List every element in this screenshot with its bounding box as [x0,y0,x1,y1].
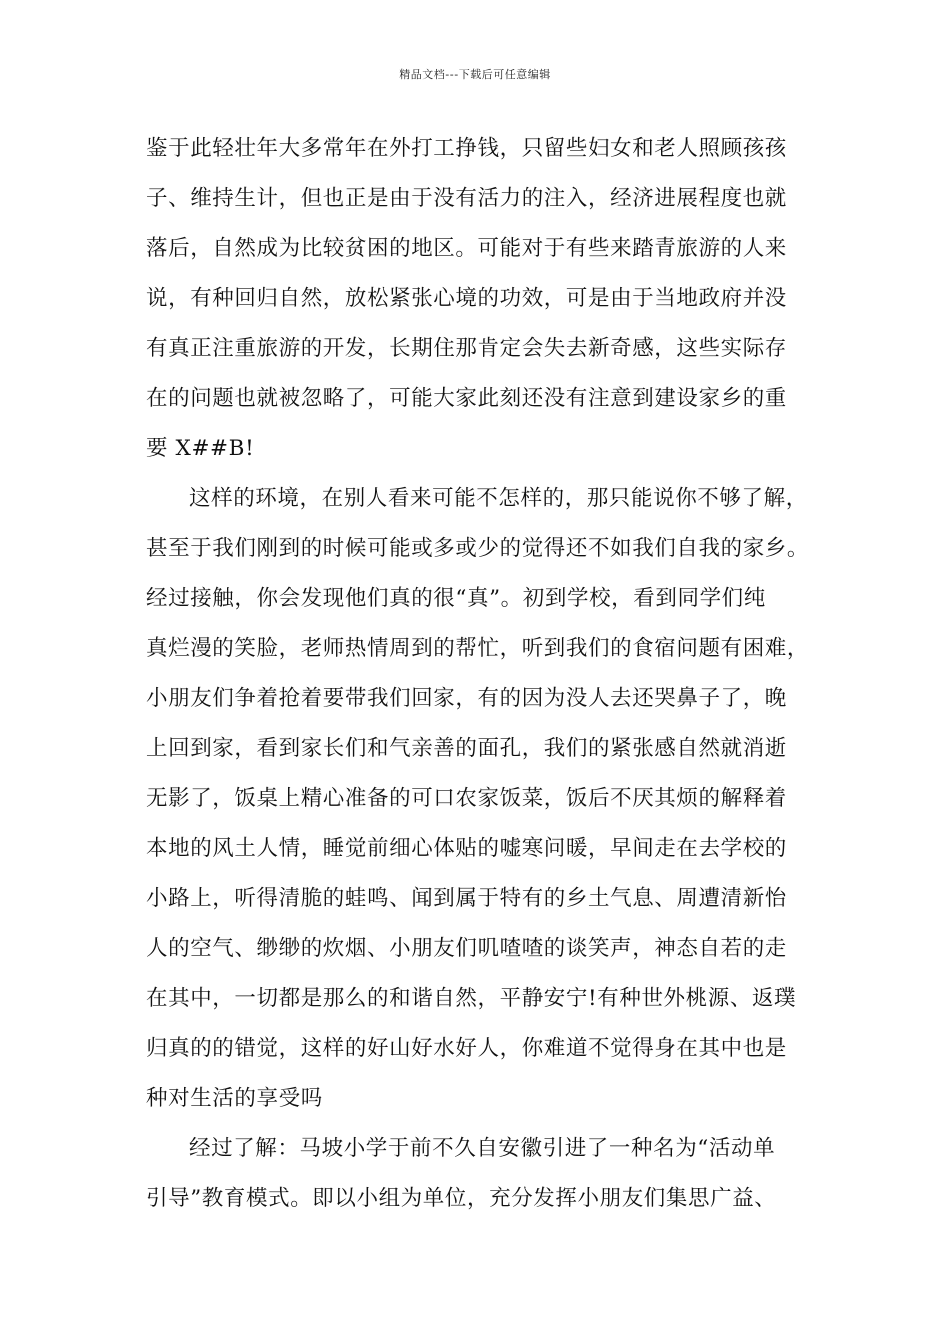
text-line: 经过了解：马坡小学于前不久自安徽引进了一种名为“活动单 [189,1136,776,1161]
text-line: 说，有种回归自然，放松紧张心境的功效，可是由于当地政府并没 [146,286,787,311]
body-text [146,124,818,1224]
text-line: 本地的风土人情，睡觉前细心体贴的嘘寒问暖，早间走在去学校的 [146,836,787,861]
text-line: 在的问题也就被忽略了，可能大家此刻还没有注意到建设家乡的重 [146,386,787,411]
text-line: 经过接触，你会发现他们真的很“真”。初到学校，看到同学们纯 [146,586,766,611]
text-line: 种对生活的享受吗 [146,1086,323,1111]
text-line: 人的空气、缈缈的炊烟、小朋友们叽喳喳的谈笑声，神态自若的走 [146,936,787,961]
text-line: 上回到家，看到家长们和气亲善的面孔，我们的紧张感自然就消逝 [146,736,787,761]
text-line: 鉴于此轻壮年大多常年在外打工挣钱，只留些妇女和老人照顾孩孩 [146,136,787,161]
text-line: 真烂漫的笑脸，老师热情周到的帮忙，听到我们的食宿问题有困难， [146,636,810,661]
text-line: 小朋友们争着抢着要带我们回家，有的因为没人去还哭鼻子了，晚 [146,686,787,711]
text-line: 引导”教育模式。即以小组为单位，充分发挥小朋友们集思广益、 [146,1186,777,1211]
page-header: 精品文档---下载后可任意编辑 [399,68,551,81]
text-line: 小路上，听得清脆的蛙鸣、闻到属于特有的乡土气息、周遭清新怡 [146,886,787,911]
text-line: 要 X##B! [146,436,255,461]
text-line: 无影了，饭桌上精心准备的可口农家饭菜，饭后不厌其烦的解释着 [146,786,787,811]
text-line: 这样的环境，在别人看来可能不怎样的，那只能说你不够了解， [189,486,808,511]
text-line: 落后，自然成为比较贫困的地区。可能对于有些来踏青旅游的人来 [146,236,787,261]
text-line: 有真正注重旅游的开发，长期住那肯定会失去新奇感，这些实际存 [146,336,787,361]
text-line: 子、维持生计，但也正是由于没有活力的注入，经济进展程度也就 [146,186,787,211]
text-line: 甚至于我们刚到的时候可能或多或少的觉得还不如我们自我的家乡。 [146,536,810,561]
text-line: 在其中，一切都是那么的和谐自然，平静安宁!有种世外桃源、返璞 [146,986,797,1011]
text-line: 归真的的错觉，这样的好山好水好人，你难道不觉得身在其中也是 [146,1036,787,1061]
